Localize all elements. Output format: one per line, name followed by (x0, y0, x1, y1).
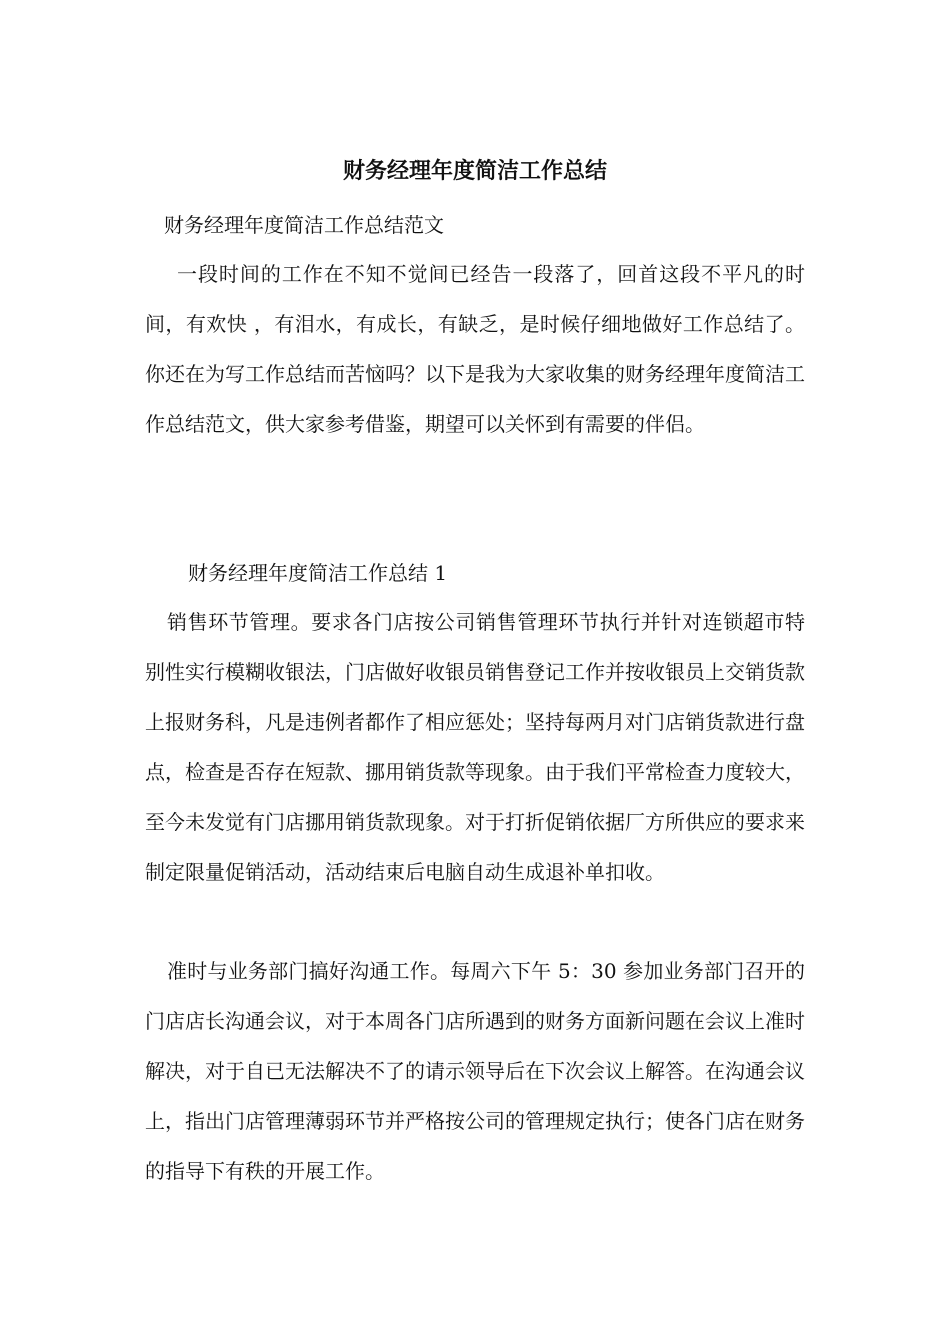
intro-paragraph: 一段时间的工作在不知不觉间已经告一段落了，回首这段不平凡的时间，有欢快 ，有泪水，有成长，有缺乏，是时候仔细地做好工作总结了。你还在为写工作总结而苦恼吗？以下是我为大家收集的财务经理年度简洁工作总结范文，供大家参考借鉴，期望可以关怀到有需要的伴侣。 (145, 262, 805, 436)
section-heading: 财务经理年度简洁工作总结 1 (188, 561, 448, 585)
document-title: 财务经理年度简洁工作总结 (342, 158, 607, 184)
body-paragraph-communication: 准时与业务部门搞好沟通工作。每周六下午 5：30 参加业务部门召开的门店店长沟通会议，对于本周各门店所遇到的财务方面新问题在会议上准时解决，对于自已无法解决不了的请示领导后在下次会议上解答。在沟通会议上，指出门店管理薄弱环节并严格按公司的管理规定执行；使各门店在财务的指导下有秩的开展工作。 (145, 959, 805, 1183)
document-subtitle: 财务经理年度简洁工作总结范文 (164, 213, 444, 237)
body-paragraph-sales: 销售环节管理。要求各门店按公司销售管理环节执行并针对连锁超市特别性实行模糊收银法，门店做好收银员销售登记工作并按收银员上交销货款上报财务科，凡是违例者都作了相应惩处；坚持每两月对门店销货款进行盘点，检查是否存在短款、挪用销货款等现象。由于我们平常检查力度较大，至今未发觉有门店挪用销货款现象。对于打折促销依据厂方所供应的要求来制定限量促销活动，活动结束后电脑自动生成退补单扣收。 (145, 610, 805, 884)
